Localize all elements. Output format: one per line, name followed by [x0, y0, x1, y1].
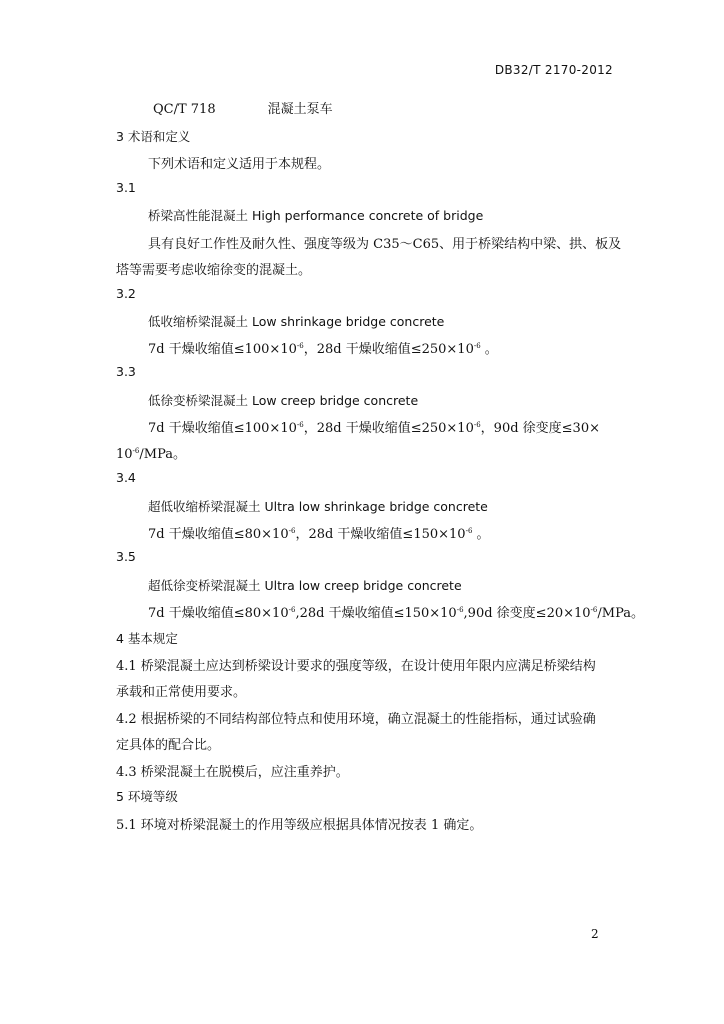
page-number: 2	[591, 927, 599, 941]
exponent: -6	[288, 527, 296, 535]
definition-text: 10	[116, 447, 133, 462]
clause-3-3-definition-line-2	[116, 443, 186, 462]
definition-text: ，90d 徐变度≤30×	[480, 421, 600, 436]
reference-title: 混凝土泵车	[267, 102, 333, 117]
clause-3-1-number: 3.1	[116, 180, 136, 195]
clause-4-3: 4.3 桥梁混凝土在脱模后，应注重养护。	[116, 765, 349, 780]
normative-reference	[153, 98, 333, 117]
clause-4-1-line-1: 4.1 桥梁混凝土应达到桥梁设计要求的强度等级，在设计使用年限内应满足桥梁结构	[116, 659, 596, 674]
standard-number: DB32/T 2170-2012	[494, 63, 613, 77]
exponent: -6	[473, 342, 481, 350]
exponent: -6	[465, 527, 473, 535]
clause-3-1-line-1: 具有良好工作性及耐久性、强度等级为 C35～C65、用于桥梁结构中梁、拱、板及	[148, 237, 622, 252]
definition-text: 7d 干燥收缩值≤100×10	[148, 421, 297, 436]
definition-text: ,28d 干燥收缩值≤150×10	[295, 606, 457, 621]
section-3-intro: 下列术语和定义适用于本规程。	[148, 157, 331, 172]
clause-3-4-term: 超低收缩桥梁混凝土 Ultra low shrinkage bridge concrete	[148, 499, 488, 514]
clause-3-2-definition	[148, 338, 498, 357]
clause-3-4-number: 3.4	[116, 470, 136, 485]
clause-4-2-line-2: 定具体的配合比。	[116, 738, 221, 753]
exponent: -6	[132, 447, 140, 455]
exponent: -6	[590, 606, 598, 614]
clause-4-1-line-2: 承载和正常使用要求。	[116, 685, 247, 700]
exponent: -6	[473, 421, 481, 429]
clause-3-2-number: 3.2	[116, 286, 136, 301]
clause-3-1-term: 桥梁高性能混凝土 High performance concrete of bridge	[148, 208, 484, 223]
clause-3-1-line-2: 塔等需要考虑收缩徐变的混凝土。	[116, 263, 312, 278]
clause-3-3-definition-line-1	[148, 417, 600, 436]
clause-3-3-number: 3.3	[116, 364, 136, 379]
clause-3-2-term: 低收缩桥梁混凝土 Low shrinkage bridge concrete	[148, 314, 445, 329]
exponent: -6	[296, 421, 304, 429]
definition-text: /MPa。	[597, 606, 644, 621]
clause-3-5-term: 超低徐变桥梁混凝土 Ultra low creep bridge concrete	[148, 578, 462, 593]
clause-3-5-number: 3.5	[116, 549, 136, 564]
clause-3-4-definition	[148, 523, 490, 542]
section-3-heading: 3 术语和定义	[116, 129, 191, 144]
exponent: -6	[456, 606, 464, 614]
definition-text: ，28d 干燥收缩值≤250×10	[303, 421, 474, 436]
definition-text: ，28d 干燥收缩值≤250×10	[303, 342, 474, 357]
section-5-heading: 5 环境等级	[116, 789, 178, 804]
exponent: -6	[296, 342, 304, 350]
clause-4-2-line-1: 4.2 根据桥梁的不同结构部位特点和使用环境，确立混凝土的性能指标，通过试验确	[116, 712, 596, 727]
definition-text: /MPa。	[139, 447, 186, 462]
definition-text: ,90d 徐变度≤20×10	[463, 606, 591, 621]
section-4-heading: 4 基本规定	[116, 631, 178, 646]
clause-3-3-term: 低徐变桥梁混凝土 Low creep bridge concrete	[148, 393, 419, 408]
exponent: -6	[288, 606, 296, 614]
definition-text: 7d 干燥收缩值≤80×10	[148, 527, 289, 542]
definition-text: 7d 干燥收缩值≤100×10	[148, 342, 297, 357]
clause-3-5-definition	[148, 602, 644, 621]
definition-text: 。	[480, 342, 498, 357]
clause-5-1: 5.1 环境对桥梁混凝土的作用等级应根据具体情况按表 1 确定。	[116, 818, 483, 833]
definition-text: 7d 干燥收缩值≤80×10	[148, 606, 289, 621]
definition-text: 。	[472, 527, 490, 542]
definition-text: ，28d 干燥收缩值≤150×10	[295, 527, 466, 542]
reference-code: QC/T 718	[153, 102, 216, 117]
